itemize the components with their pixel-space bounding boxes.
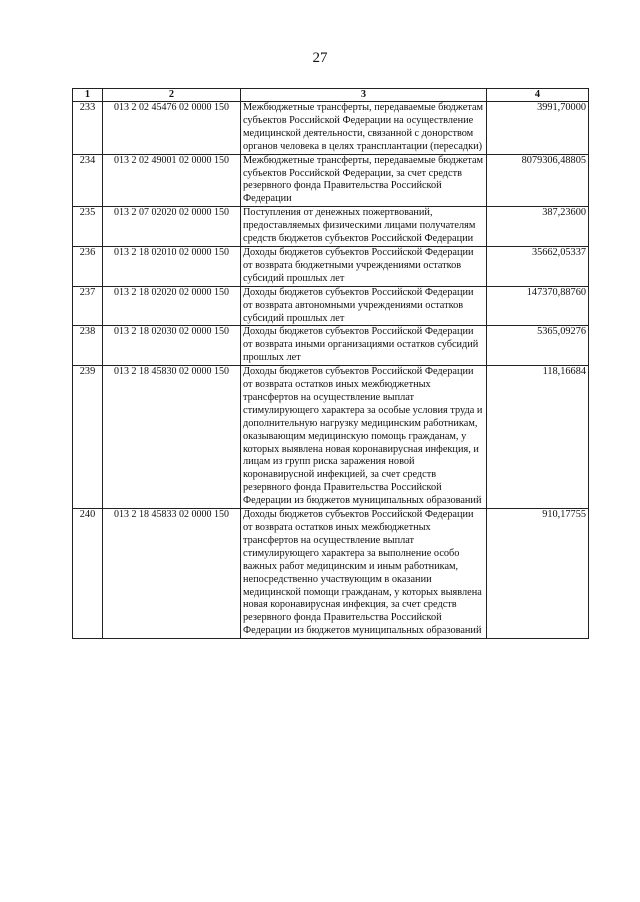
table-row	[73, 366, 589, 509]
amount: 5365,09276	[487, 326, 589, 366]
header-col-4: 4	[487, 89, 589, 102]
table-row	[73, 286, 589, 326]
budget-code: 013 2 07 02020 02 0000 150	[103, 207, 241, 247]
amount: 3991,70000	[487, 102, 589, 155]
amount: 8079306,48805	[487, 154, 589, 207]
row-number: 239	[73, 366, 103, 509]
table-row	[73, 207, 589, 247]
budget-code: 013 2 18 02020 02 0000 150	[103, 286, 241, 326]
table-row	[73, 326, 589, 366]
budget-code: 013 2 18 45830 02 0000 150	[103, 366, 241, 509]
header-col-3: 3	[241, 89, 487, 102]
page-number: 27	[312, 50, 328, 66]
revenue-name: Поступления от денежных пожертвований, предоставляемых физическими лицами получателям средств бюджетов субъектов Российской Федерации	[241, 207, 487, 247]
table-row	[73, 154, 589, 207]
revenue-name: Доходы бюджетов субъектов Российской Федерации от возврата бюджетными учреждениями остатков субсидий прошлых лет	[241, 246, 487, 286]
budget-code: 013 2 18 02010 02 0000 150	[103, 246, 241, 286]
row-number: 238	[73, 326, 103, 366]
table-row	[73, 102, 589, 155]
amount: 387,23600	[487, 207, 589, 247]
revenue-name: Доходы бюджетов субъектов Российской Федерации от возврата автономными учреждениями остатков субсидий прошлых лет	[241, 286, 487, 326]
table-header-row	[73, 89, 589, 102]
amount: 910,17755	[487, 509, 589, 639]
amount: 147370,88760	[487, 286, 589, 326]
budget-revenue-table	[72, 88, 589, 639]
budget-code: 013 2 02 49001 02 0000 150	[103, 154, 241, 207]
budget-code: 013 2 02 45476 02 0000 150	[103, 102, 241, 155]
table-row	[73, 509, 589, 639]
amount: 35662,05337	[487, 246, 589, 286]
row-number: 233	[73, 102, 103, 155]
header-col-1: 1	[73, 89, 103, 102]
row-number: 237	[73, 286, 103, 326]
header-col-2: 2	[103, 89, 241, 102]
row-number: 234	[73, 154, 103, 207]
revenue-name: Межбюджетные трансферты, передаваемые бюджетам субъектов Российской Федерации, за счет средств резервного фонда Правительства Российской Федерации	[241, 154, 487, 207]
revenue-name: Межбюджетные трансферты, передаваемые бюджетам субъектов Российской Федерации на осуществление медицинской деятельности, связанной с донорством органов человека в целях трансплантации (пересадки)	[241, 102, 487, 155]
table-row	[73, 246, 589, 286]
budget-code: 013 2 18 45833 02 0000 150	[103, 509, 241, 639]
budget-code: 013 2 18 02030 02 0000 150	[103, 326, 241, 366]
row-number: 236	[73, 246, 103, 286]
amount: 118,16684	[487, 366, 589, 509]
row-number: 235	[73, 207, 103, 247]
row-number: 240	[73, 509, 103, 639]
revenue-name: Доходы бюджетов субъектов Российской Федерации от возврата иными организациями остатков субсидий прошлых лет	[241, 326, 487, 366]
revenue-name: Доходы бюджетов субъектов Российской Федерации от возврата остатков иных межбюджетных трансфертов на осуществление выплат стимулирующего характера за выполнение особо важных работ медицинским и иным работникам, непосредственно участвующим в оказании медицинской помощи гражданам, у которых выявлена новая коронавирусная инфекция, за счет средств резервного фонда Правительства Российской Федерации из бюджетов муниципальных образований	[241, 509, 487, 639]
revenue-name: Доходы бюджетов субъектов Российской Федерации от возврата остатков иных межбюджетных трансфертов на осуществление выплат стимулирующего характера за особые условия труда и дополнительную нагрузку медицинским работникам, оказывающим медицинскую помощь гражданам, у которых выявлена новая коронавирусная инфекция, и лицам из групп риска заражения новой коронавирусной инфекцией, за счет средств резервного фонда Правительства Российской Федерации из бюджетов муниципальных образований	[241, 366, 487, 509]
